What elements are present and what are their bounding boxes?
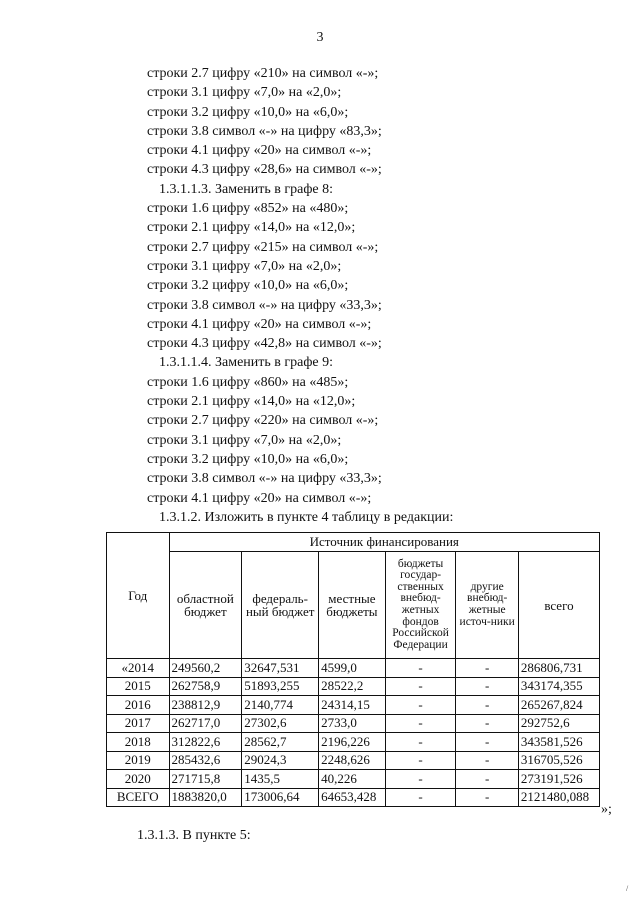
cell-total: 286806,731 (518, 659, 599, 678)
text-line: строки 3.8 символ «-» на цифру «33,3»; (147, 471, 382, 487)
cell-other: - (456, 751, 519, 770)
col-federal-header: федераль-ный бюджет (242, 552, 319, 659)
text-line: строки 3.1 цифру «7,0» на «2,0»; (147, 432, 342, 448)
table-row (107, 714, 600, 733)
quote-end: »; (601, 802, 612, 817)
cell-funds: - (385, 714, 456, 733)
table-row (107, 659, 600, 678)
text-line: строки 2.7 цифру «220» на символ «-»; (147, 413, 379, 429)
financing-table (106, 532, 600, 807)
text-line: строки 3.8 символ «-» на цифру «33,3»; (147, 297, 382, 313)
cell-local: 2196,226 (319, 733, 386, 752)
cell-other: - (456, 714, 519, 733)
cell-federal: 29024,3 (242, 751, 319, 770)
year-header: Год (107, 533, 170, 659)
text-line: строки 3.2 цифру «10,0» на «6,0»; (147, 104, 349, 120)
cell-federal: 51893,255 (242, 677, 319, 696)
cell-total: 2121480,088 (518, 788, 599, 807)
table-row (107, 788, 600, 807)
cell-funds: - (385, 733, 456, 752)
page-number: 3 (316, 30, 324, 45)
text-line: 1.3.1.2. Изложить в пункте 4 таблицу в редакции: (159, 509, 454, 525)
cell-funds: - (385, 677, 456, 696)
text-line: строки 3.2 цифру «10,0» на «6,0»; (147, 451, 349, 467)
text-line: строки 1.6 цифру «860» на «485»; (147, 374, 349, 390)
col-total-header: всего (518, 552, 599, 659)
amendment-text (147, 64, 617, 527)
cell-total: 343174,355 (518, 677, 599, 696)
cell-other: - (456, 733, 519, 752)
cell-year: 2016 (107, 696, 170, 715)
cell-other: - (456, 659, 519, 678)
cell-other: - (456, 696, 519, 715)
cell-funds: - (385, 751, 456, 770)
cell-funds: - (385, 788, 456, 807)
cell-federal: 2140,774 (242, 696, 319, 715)
cell-total: 265267,824 (518, 696, 599, 715)
cell-regional: 262717,0 (169, 714, 242, 733)
table-row (107, 733, 600, 752)
text-line: строки 3.2 цифру «10,0» на «6,0»; (147, 278, 349, 294)
text-line: строки 4.3 цифру «42,8» на символ «-»; (147, 336, 382, 352)
text-line: 1.3.1.1.4. Заменить в графе 9: (159, 355, 334, 371)
cell-regional: 249560,2 (169, 659, 242, 678)
cell-federal: 27302,6 (242, 714, 319, 733)
text-line: строки 3.1 цифру «7,0» на «2,0»; (147, 258, 342, 274)
text-line: строки 4.1 цифру «20» на символ «-»; (147, 316, 372, 332)
text-line: строки 3.1 цифру «7,0» на «2,0»; (147, 85, 342, 101)
cell-federal: 1435,5 (242, 770, 319, 789)
cell-local: 64653,428 (319, 788, 386, 807)
text-line: строки 2.7 цифру «210» на символ «-»; (147, 66, 379, 81)
cell-year: 2019 (107, 751, 170, 770)
cell-other: - (456, 788, 519, 807)
cell-local: 2733,0 (319, 714, 386, 733)
cell-funds: - (385, 770, 456, 789)
cell-regional: 238812,9 (169, 696, 242, 715)
cell-other: - (456, 677, 519, 696)
cell-year: «2014 (107, 659, 170, 678)
source-header: Источник финансирования (169, 533, 600, 552)
table-row (107, 770, 600, 789)
text-line: строки 2.1 цифру «14,0» на «12,0»; (147, 394, 356, 410)
text-line: строки 4.1 цифру «20» на символ «-»; (147, 490, 372, 506)
col-funds-header: бюджеты государ-ственных внебюд-жетных фондов Российской Федерации (385, 552, 456, 659)
text-line: строки 2.1 цифру «14,0» на «12,0»; (147, 220, 356, 236)
table-row (107, 677, 600, 696)
cell-year: 2020 (107, 770, 170, 789)
table-body (107, 659, 600, 807)
cell-year: ВСЕГО (107, 788, 170, 807)
text-line: строки 4.1 цифру «20» на символ «-»; (147, 143, 372, 159)
cell-total: 316705,526 (518, 751, 599, 770)
cell-total: 273191,526 (518, 770, 599, 789)
cell-local: 24314,15 (319, 696, 386, 715)
cell-regional: 312822,6 (169, 733, 242, 752)
text-line: строки 4.3 цифру «28,6» на символ «-»; (147, 162, 382, 178)
cell-regional: 1883820,0 (169, 788, 242, 807)
col-local-header: местные бюджеты (319, 552, 386, 659)
cell-funds: - (385, 696, 456, 715)
col-regional-header: областной бюджет (169, 552, 242, 659)
cell-local: 40,226 (319, 770, 386, 789)
cell-federal: 32647,531 (242, 659, 319, 678)
cell-regional: 285432,6 (169, 751, 242, 770)
cell-year: 2018 (107, 733, 170, 752)
cell-total: 343581,526 (518, 733, 599, 752)
table-row (107, 696, 600, 715)
cell-funds: - (385, 659, 456, 678)
text-line: строки 1.6 цифру «852» на «480»; (147, 201, 349, 217)
cell-regional: 262758,9 (169, 677, 242, 696)
cell-year: 2015 (107, 677, 170, 696)
text-line: 1.3.1.1.3. Заменить в графе 8: (159, 181, 334, 197)
cell-local: 28522,2 (319, 677, 386, 696)
next-paragraph: 1.3.1.3. В пункте 5: (137, 828, 251, 843)
cell-federal: 28562,7 (242, 733, 319, 752)
text-line: строки 2.7 цифру «215» на символ «-»; (147, 239, 379, 255)
cell-year: 2017 (107, 714, 170, 733)
cell-federal: 173006,64 (242, 788, 319, 807)
cell-total: 292752,6 (518, 714, 599, 733)
cell-other: - (456, 770, 519, 789)
table-row (107, 751, 600, 770)
text-line: строки 3.8 символ «-» на цифру «83,3»; (147, 123, 382, 139)
cell-regional: 271715,8 (169, 770, 242, 789)
margin-mark: / (626, 884, 629, 893)
cell-local: 4599,0 (319, 659, 386, 678)
cell-local: 2248,626 (319, 751, 386, 770)
col-other-header: другие внебюд-жетные источ-ники (456, 552, 519, 659)
